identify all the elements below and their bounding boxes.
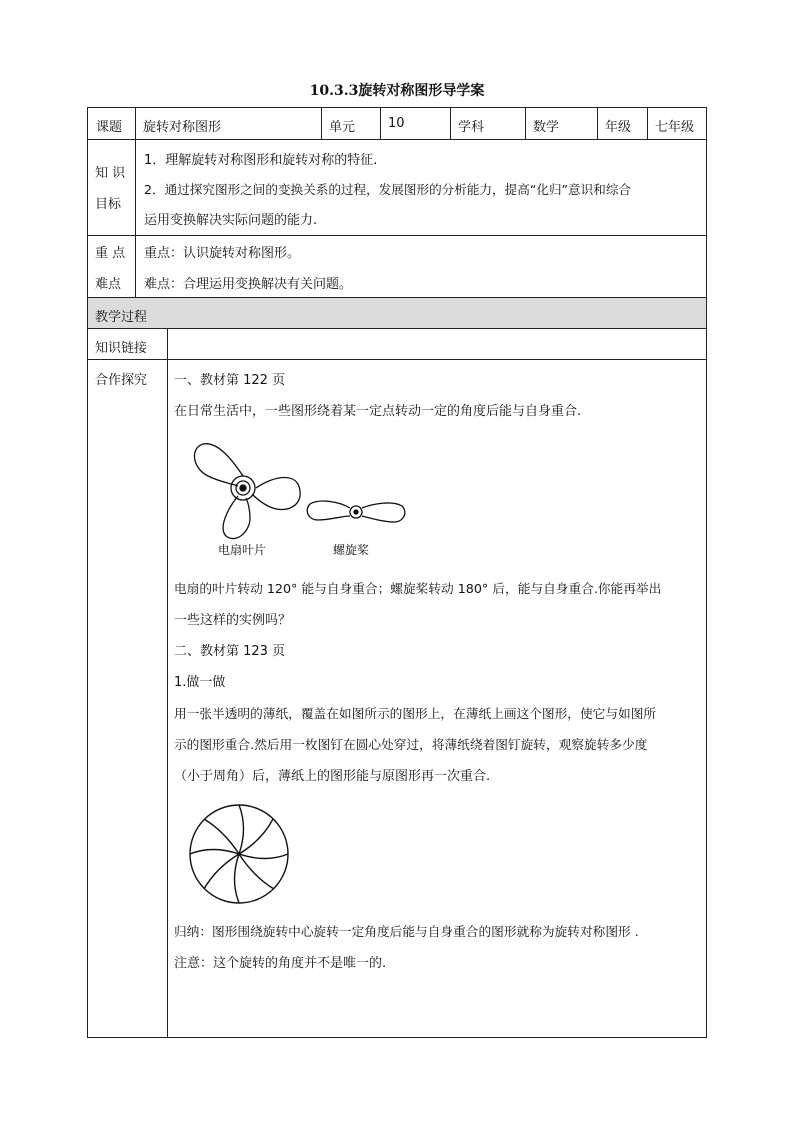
activity-line2: 示的图形重合.然后用一枚图钉在圆心处穿过，将薄纸绕着图钉旋转，观察旋转多少度 bbox=[174, 737, 648, 752]
note-text: 注意：这个旋转的角度并不是唯一的. bbox=[174, 956, 387, 971]
subject-label: 学科 bbox=[458, 120, 485, 135]
section-1-title: 一、教材第 122 页 bbox=[174, 373, 286, 388]
keypoints-label-line1: 重 点 bbox=[95, 246, 126, 261]
electric-fan-blade-figure bbox=[188, 436, 298, 546]
keypoints-label-line2: 难点 bbox=[95, 277, 122, 292]
fan-figure-label: 电扇叶片 bbox=[218, 543, 267, 557]
activity-line3: （小于周角）后，薄纸上的图形能与原图形再一次重合. bbox=[174, 769, 491, 784]
propeller-figure bbox=[306, 496, 406, 528]
knowledge-link-label: 知识链接 bbox=[95, 341, 148, 356]
topic-label: 课题 bbox=[96, 120, 123, 135]
unit-label: 单元 bbox=[329, 120, 356, 135]
section-2-title: 二、教材第 123 页 bbox=[174, 644, 286, 659]
activity-line1: 用一张半透明的薄纸，覆盖在如图所示的图形上，在薄纸上画这个图形，使它与如图所 bbox=[174, 706, 657, 721]
cooperation-label: 合作探究 bbox=[95, 373, 148, 388]
process-header-shading bbox=[88, 298, 706, 328]
section-1-intro: 在日常生活中，一些图形绕着某一定点转动一定的角度后能与自身重合. bbox=[174, 404, 582, 419]
key-point-text: 重点：认识旋转对称图形。 bbox=[144, 246, 301, 261]
objectives-item-1: 1．理解旋转对称图形和旋转对称的特征. bbox=[144, 153, 378, 168]
subject-value: 数学 bbox=[533, 120, 560, 135]
summary-text: 归纳：图形围绕旋转中心旋转一定角度后能与自身重合的图形就称为旋转对称图形 . bbox=[174, 924, 639, 939]
pinwheel-circle-figure bbox=[188, 803, 290, 905]
objectives-item-2-line1: 2．通过探究图形之间的变换关系的过程，发展图形的分析能力，提高“化归”意识和综合 bbox=[144, 182, 632, 197]
topic-value: 旋转对称图形 bbox=[143, 120, 222, 135]
activity-title: 1.做一做 bbox=[174, 675, 226, 690]
objectives-label-line2: 目标 bbox=[95, 197, 122, 212]
propeller-figure-label: 螺旋桨 bbox=[333, 543, 370, 557]
objectives-item-2-line2: 运用变换解决实际问题的能力. bbox=[144, 213, 318, 228]
grade-value: 七年级 bbox=[655, 120, 695, 135]
grade-label: 年级 bbox=[605, 120, 632, 135]
objectives-label-line1: 知 识 bbox=[95, 166, 126, 181]
page-title: 10.3.3旋转对称图形导学案 bbox=[309, 83, 485, 99]
paragraph-1-line1: 电扇的叶片转动 120° 能与自身重合；螺旋桨转动 180° 后，能与自身重合.你能再举出 bbox=[174, 581, 662, 596]
difficult-point-text: 难点：合理运用变换解决有关问题。 bbox=[144, 277, 353, 292]
paragraph-1-line2: 一些这样的实例吗？ bbox=[174, 613, 292, 628]
unit-value: 10 bbox=[388, 116, 405, 131]
process-header: 教学过程 bbox=[95, 310, 148, 325]
